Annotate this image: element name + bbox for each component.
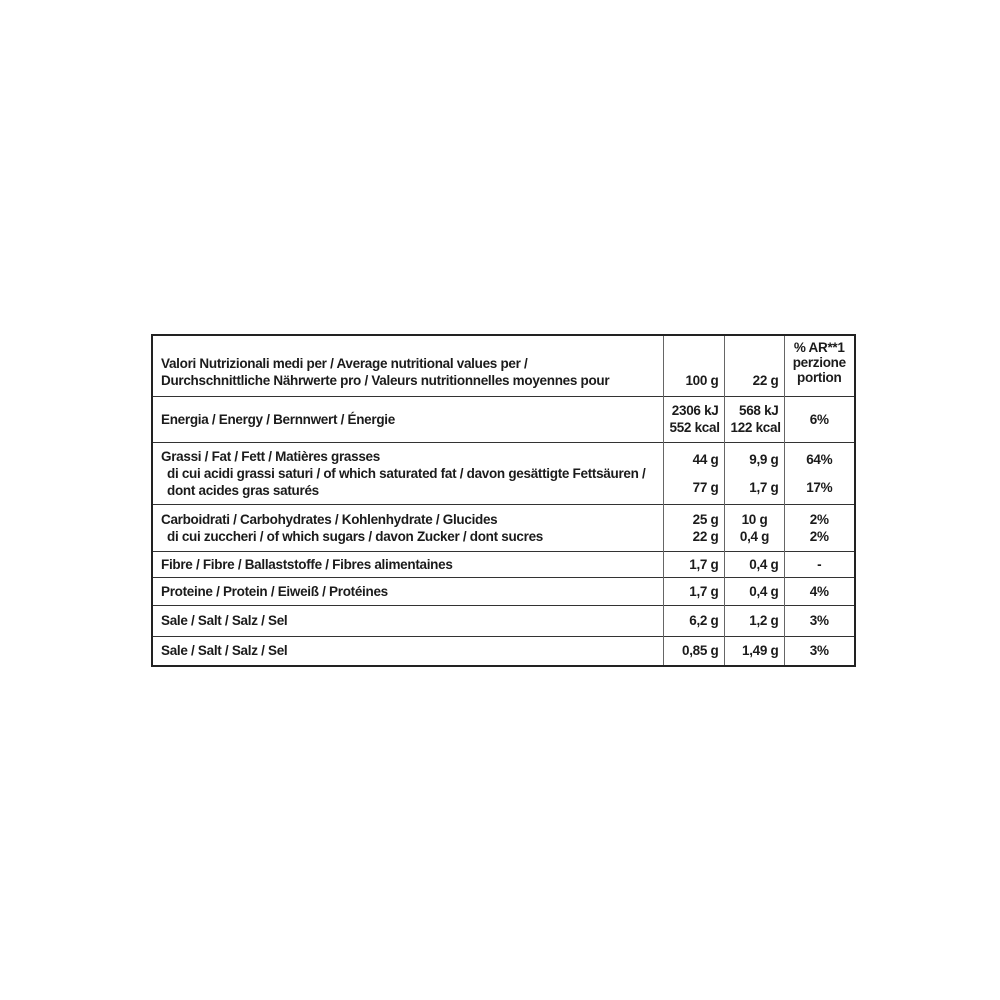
fat-100g: 44 g xyxy=(692,451,719,467)
column-header-100g: 100 g xyxy=(663,336,724,396)
energy-100g-kcal: 552 kcal xyxy=(669,420,720,435)
salt-2-22g: 1,49 g xyxy=(724,636,784,665)
table-row-protein xyxy=(153,577,854,605)
salt-2-label: Sale / Salt / Salz / Sel xyxy=(153,636,663,665)
carbs-label: Carboidrati / Carbohydrates / Kohlenhydrate / Glucides xyxy=(161,511,498,527)
energy-100g-kj: 2306 kJ xyxy=(671,403,719,418)
fibre-100g: 1,7 g xyxy=(663,551,724,577)
table-row-fat xyxy=(153,442,854,504)
protein-label: Proteine / Protein / Eiweiß / Protéines xyxy=(153,577,663,605)
fat-label: Grassi / Fat / Fett / Matières grasses xyxy=(161,448,380,464)
fibre-label: Fibre / Fibre / Ballaststoffe / Fibres alimentaines xyxy=(153,551,663,577)
carbs-100g: 25 g xyxy=(692,511,719,527)
table-row-carbohydrates xyxy=(153,504,854,551)
table-row-fibre xyxy=(153,551,854,577)
saturated-fat-label-line2: dont acides gras saturés xyxy=(167,482,319,498)
sugars-22g: 0,4 g xyxy=(739,528,770,544)
header-title-line1: Valori Nutrizionali medi per / Average nutritional values per / xyxy=(161,355,528,371)
carbs-22g: 10 g xyxy=(741,511,768,527)
sugars-label: di cui zuccheri / of which sugars / davon Zucker / dont sucres xyxy=(167,528,543,544)
energy-22g xyxy=(724,396,784,442)
carbs-100g-cell xyxy=(663,504,724,551)
header-title-line2: Durchschnittliche Nährwerte pro / Valeurs nutritionnelles moyennes pour xyxy=(161,372,610,388)
carbs-ar-cell xyxy=(784,504,854,551)
column-header-ar xyxy=(784,336,854,396)
carbs-label-cell xyxy=(153,504,663,551)
protein-ar: 4% xyxy=(784,577,854,605)
energy-22g-kcal: 122 kcal xyxy=(730,420,781,435)
sugars-ar: 2% xyxy=(809,528,829,544)
saturated-fat-22g: 1,7 g xyxy=(749,479,779,495)
table-row-energy xyxy=(153,396,854,442)
fat-22g: 9,9 g xyxy=(749,451,779,467)
header-row xyxy=(153,336,854,396)
fibre-22g: 0,4 g xyxy=(724,551,784,577)
fat-label-cell xyxy=(153,442,663,504)
energy-100g xyxy=(663,396,724,442)
header-title xyxy=(153,336,663,396)
salt-label: Sale / Salt / Salz / Sel xyxy=(153,605,663,636)
table-row-salt-2 xyxy=(153,636,854,665)
protein-100g: 1,7 g xyxy=(663,577,724,605)
energy-22g-kj: 568 kJ xyxy=(739,403,779,418)
fat-ar: 64% xyxy=(806,451,833,467)
sugars-100g: 22 g xyxy=(692,528,719,544)
salt-2-100g: 0,85 g xyxy=(663,636,724,665)
salt-100g: 6,2 g xyxy=(663,605,724,636)
saturated-fat-100g: 77 g xyxy=(692,479,719,495)
column-header-22g: 22 g xyxy=(724,336,784,396)
ar-header-line2: perzione xyxy=(792,355,846,370)
ar-header-line3: portion xyxy=(797,370,842,385)
fat-ar-cell xyxy=(784,442,854,504)
fat-22g-cell xyxy=(724,442,784,504)
saturated-fat-label-line1: di cui acidi grassi saturi / of which saturated fat / davon gesättigte Fettsäuren / xyxy=(167,465,646,481)
saturated-fat-ar: 17% xyxy=(806,479,833,495)
ar-header-line1: % AR**1 xyxy=(793,340,845,355)
protein-22g: 0,4 g xyxy=(724,577,784,605)
carbs-22g-cell xyxy=(724,504,784,551)
fibre-ar: - xyxy=(784,551,854,577)
nutrition-table xyxy=(153,336,854,665)
salt-22g: 1,2 g xyxy=(724,605,784,636)
fat-100g-cell xyxy=(663,442,724,504)
salt-ar: 3% xyxy=(784,605,854,636)
salt-2-ar: 3% xyxy=(784,636,854,665)
carbs-ar: 2% xyxy=(809,511,829,527)
nutrition-facts-label xyxy=(151,334,856,667)
energy-label: Energia / Energy / Bernnwert / Énergie xyxy=(153,396,663,442)
table-row-salt xyxy=(153,605,854,636)
energy-ar: 6% xyxy=(784,396,854,442)
